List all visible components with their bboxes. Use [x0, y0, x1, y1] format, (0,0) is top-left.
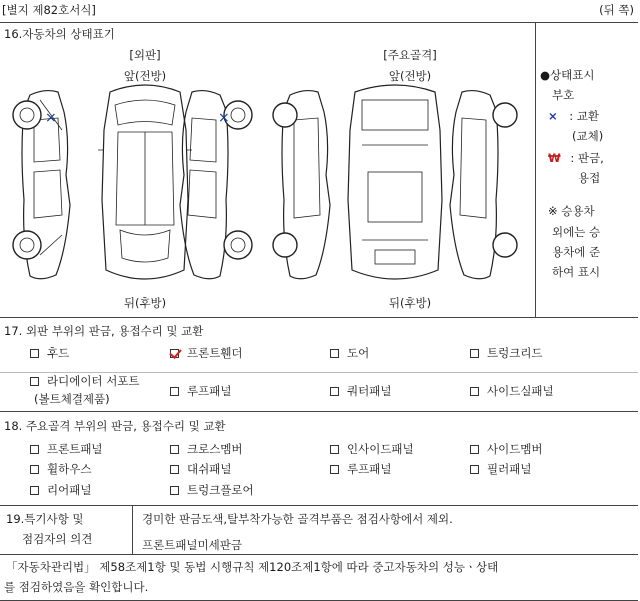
legend-w-text-2: 용접 [578, 171, 601, 185]
legend-title-2: 부호 [552, 88, 575, 102]
frame-label: [주요골격] [383, 48, 437, 62]
checkbox[interactable] [330, 387, 339, 396]
front-label-frame: 앞(전방) [388, 69, 432, 83]
svg-text:×: × [45, 110, 57, 126]
legend-w-row: ₩ : 판금, [548, 151, 604, 165]
exterior-top-view [98, 85, 192, 279]
s18-option-front-panel[interactable]: 프론트패널 [30, 441, 103, 457]
legend-note-2: 외에는 승 [552, 225, 601, 239]
checkbox[interactable] [170, 387, 179, 396]
page-side-label: (뒤 쪽) [599, 3, 634, 17]
checkbox[interactable] [30, 465, 39, 474]
s17-option-door[interactable]: 도어 [330, 345, 369, 361]
s18-option-inside-panel[interactable]: 인사이드패널 [330, 441, 414, 457]
rear-label-exterior: 뒤(후방) [123, 296, 167, 310]
s18-option-roof-panel[interactable]: 루프패널 [330, 461, 391, 477]
checkbox[interactable] [170, 486, 179, 495]
s18-option-wheel-house[interactable]: 휠하우스 [30, 461, 91, 477]
checkbox[interactable] [30, 349, 39, 358]
checkbox-checked[interactable] [170, 349, 179, 358]
section17-title: 17. 외판 부위의 판금, 용접수리 및 교환 [4, 324, 204, 338]
s18-option-cross-member[interactable]: 크로스멤버 [170, 441, 243, 457]
checkbox[interactable] [330, 349, 339, 358]
s17-option-roof-panel[interactable]: 루프패널 [170, 383, 231, 399]
opinion-divider [132, 505, 133, 554]
exterior-label: [외판] [129, 48, 161, 62]
frame-top-view [348, 85, 442, 279]
legend-note-1: ※ 승용차 [548, 204, 595, 218]
frame-right-side-view [450, 91, 517, 279]
checkbox[interactable] [170, 465, 179, 474]
s17-option-quarter-panel[interactable]: 쿼터패널 [330, 383, 391, 399]
footer-line-2: 를 점검하였음을 확인합니다. [4, 580, 149, 594]
checkbox[interactable] [30, 486, 39, 495]
won-mark-icon: ₩ [548, 151, 561, 165]
s17-option-hood[interactable]: 후드 [30, 345, 69, 361]
divider-19-footer [0, 554, 638, 555]
checkbox[interactable] [30, 377, 39, 386]
section16-title: 16.자동차의 상태표기 [4, 27, 115, 41]
footer-line-1: 「자동차관리법」 제58조제1항 및 동법 시행규칙 제120조제1항에 따라 중고자동차의 성능ㆍ상태 [6, 560, 499, 574]
checkbox[interactable] [470, 445, 479, 454]
checkbox[interactable] [170, 445, 179, 454]
x-mark-icon: × [548, 109, 558, 123]
s17-option-radiator-support-note: (볼트체결제품) [34, 392, 110, 406]
section19-note: 경미한 판금도색,탈부착가능한 골격부품은 점검사항에서 제외. [142, 512, 453, 526]
section19-opinion: 프론트패널미세판금 [142, 538, 242, 552]
s17-option-front-fender[interactable]: 프론트휀더 [170, 345, 243, 361]
checkbox[interactable] [470, 465, 479, 474]
s17-option-trunk-lid[interactable]: 트렁크리드 [470, 345, 543, 361]
checkbox[interactable] [330, 465, 339, 474]
section18-title: 18. 주요골격 부위의 판금, 용접수리 및 교환 [4, 419, 226, 433]
legend-note-4: 하여 표시 [552, 265, 601, 279]
form-number: [별지 제82호서식] [2, 3, 96, 17]
section19-title-1: 19.특기사항 및 [6, 512, 84, 526]
section19-title-2: 점검자의 의견 [22, 532, 93, 546]
exterior-left-side-view [13, 91, 70, 279]
checkbox[interactable] [470, 387, 479, 396]
checkbox[interactable] [330, 445, 339, 454]
front-label-exterior: 앞(전방) [123, 69, 167, 83]
rear-label-frame: 뒤(후방) [388, 296, 432, 310]
s17-option-side-sill-panel[interactable]: 사이드실패널 [470, 383, 554, 399]
s18-option-dash-panel[interactable]: 대쉬패널 [170, 461, 231, 477]
legend-note-3: 용차에 준 [552, 245, 601, 259]
legend-x-row: × : 교환 [548, 109, 600, 123]
legend-title: ●상태표시 [540, 68, 595, 82]
divider-17-18 [0, 411, 638, 412]
s18-option-rear-panel[interactable]: 리어패널 [30, 482, 91, 498]
divider-18-19 [0, 505, 638, 506]
s18-option-trunk-floor[interactable]: 트렁크플로어 [170, 482, 254, 498]
checkbox[interactable] [470, 349, 479, 358]
checkbox[interactable] [30, 445, 39, 454]
s18-option-pillar-panel[interactable]: 필러패널 [470, 461, 531, 477]
s18-option-side-member[interactable]: 사이드멤버 [470, 441, 543, 457]
svg-text:×: × [218, 110, 230, 126]
s17-option-radiator-support[interactable]: 라디에이터 서포트 [30, 373, 140, 389]
frame-left-side-view [273, 91, 330, 279]
legend-x-text-2: (교체) [572, 129, 604, 143]
exterior-right-side-view [180, 91, 252, 279]
